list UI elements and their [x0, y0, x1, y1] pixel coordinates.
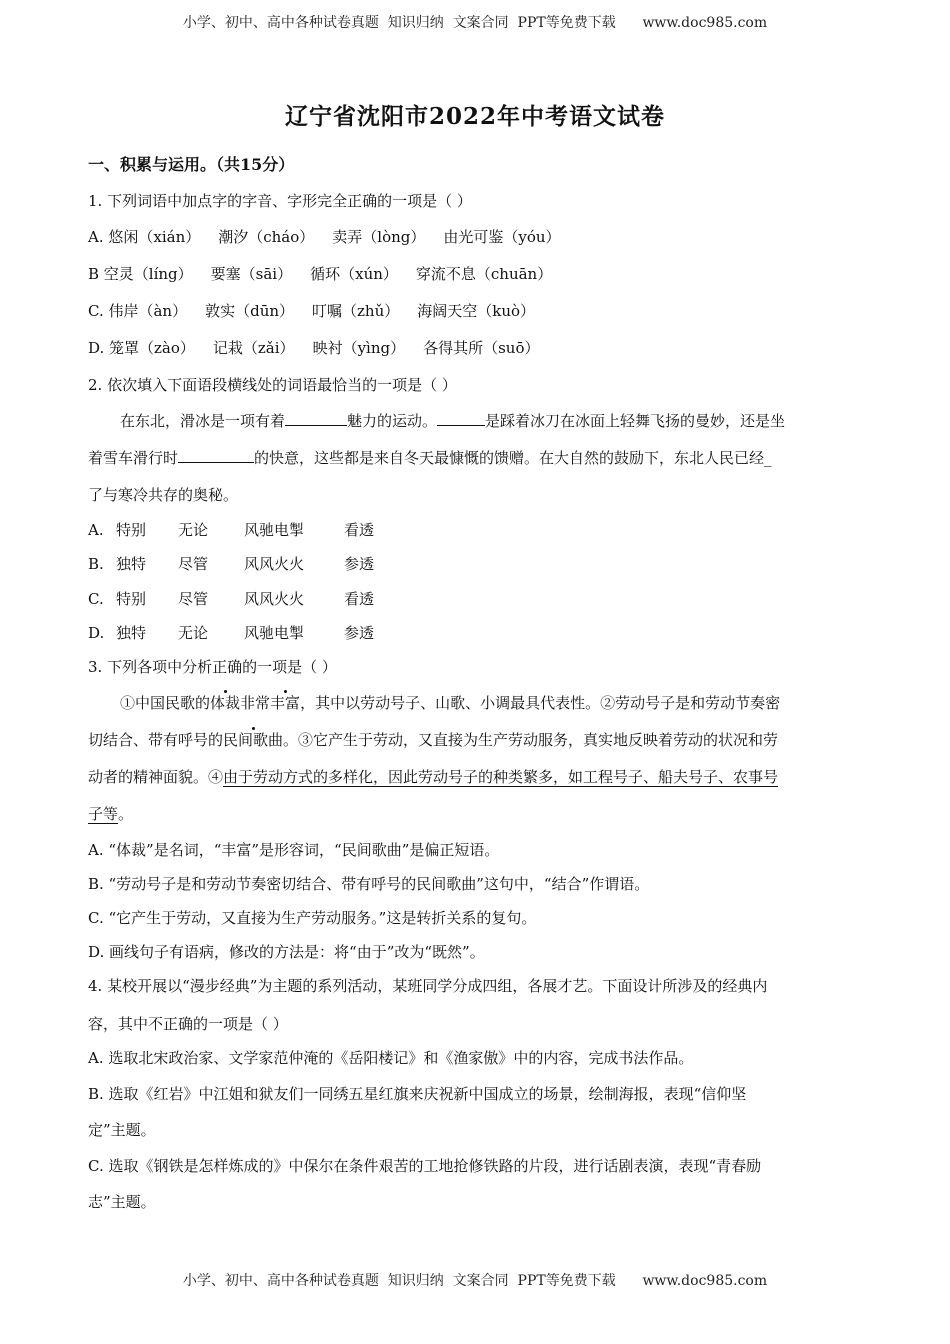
q1-a-item: 潮汐（cháo）: [218, 228, 315, 246]
q3-option-c: C. “它产生于劳动，又直接为生产劳动服务。”这是转折关系的复句。: [88, 909, 537, 927]
option-word: 尽管: [178, 555, 209, 573]
q4-option-c-line2: 志”主题。: [88, 1193, 156, 1211]
q2-passage-line1: [120, 410, 785, 431]
option-word: 参透: [344, 624, 375, 642]
q1-option-a: [88, 226, 579, 247]
q2-option-d: [88, 622, 374, 643]
q3-stem: 3. 下列各项中分析正确的一项是（ ）: [88, 658, 337, 676]
q4-stem-line1: 4. 某校开展以“漫步经典”为主题的系列活动，某班同学分成四组，各展才艺。下面设计所涉及的经典内: [88, 977, 768, 995]
q1-c-item: 海阔天空（kuò）: [417, 302, 536, 320]
option-word: 尽管: [178, 590, 209, 608]
q3-text: 。③它产生于劳动，又直接为生产劳动服务，真实地反映着劳动的状况和劳: [283, 731, 779, 749]
q2-stem: 2. 依次填入下面语段横线处的词语最恰当的一项是（ ）: [88, 376, 457, 394]
dotted-word: 丰富: [270, 694, 301, 712]
option-word: 独特: [116, 555, 147, 573]
q2-option-a: [88, 519, 374, 540]
q1-b-item: 要塞（sāi）: [210, 265, 293, 283]
q2-text: 着雪车滑行时: [88, 449, 179, 467]
q1-a-item: 卖弄（lòng）: [332, 228, 426, 246]
q3-text: ①中国民歌的: [120, 694, 211, 712]
q2-passage-line2: [88, 447, 772, 468]
blank-line: [437, 424, 485, 426]
option-word: 无论: [178, 624, 209, 642]
underlined-sentence: 由于劳动方式的多样化，因此劳动号子的种类繁多，如工程号子、船夫号子、农事号: [223, 768, 779, 786]
blank-line: [178, 461, 254, 463]
q1-option-b: [88, 263, 570, 284]
q3-passage-line2: [88, 729, 778, 750]
q1-b-item: 循环（xún）: [310, 265, 398, 283]
page-footer: 小学、初中、高中各种试卷真题 知识归纳 文案合同 PPT等免费下载 www.doc985.com: [182, 1273, 768, 1289]
q2-text: 魅力的运动。: [347, 412, 438, 430]
q1-c-item: 叮嘱（zhǔ）: [312, 302, 400, 320]
q4-option-c-line1: C. 选取《钢铁是怎样炼成的》中保尔在条件艰苦的工地抢修铁路的片段，进行话剧表演，表现“青春励: [88, 1157, 762, 1175]
option-word: 看透: [344, 590, 375, 608]
q1-d-item: 记栽（zǎi）: [212, 339, 295, 357]
q1-stem: 1. 下列词语中加点字的字音、字形完全正确的一项是（ ）: [88, 192, 472, 210]
q3-option-b: B. “劳动号子是和劳动节奏密切结合、带有呼号的民间歌曲”这句中，“结合”作谓语。: [88, 875, 650, 893]
option-word: 风驰电掣: [244, 624, 305, 642]
option-word: 无论: [178, 521, 209, 539]
q3-text: 切结合、带有呼号的: [88, 731, 224, 749]
q3-text: 动者的精神面貌。④: [88, 768, 224, 786]
q3-passage-line3: [88, 766, 778, 787]
q4-option-a: A. 选取北宋政治家、文学家范仲淹的《岳阳楼记》和《渔家傲》中的内容，完成书法作品。: [88, 1049, 694, 1067]
page-title: 辽宁省沈阳市2022年中考语文试卷: [284, 103, 665, 130]
option-word: 风风火火: [244, 590, 305, 608]
section-heading: 一、积累与运用。（共15分）: [88, 155, 295, 174]
q1-a-item: 由光可鉴（yóu）: [443, 228, 561, 246]
q1-d-item: 各得其所（suō）: [423, 339, 540, 357]
underlined-sentence: 子等: [88, 805, 119, 823]
option-word: 独特: [116, 624, 147, 642]
q1-a-item: A. 悠闲（xián）: [88, 228, 201, 246]
dotted-word: 民间歌曲: [223, 731, 284, 749]
option-letter: C.: [88, 590, 104, 608]
q1-d-item: 映衬（yìng）: [312, 339, 406, 357]
q2-option-b: [88, 553, 374, 574]
q1-option-c: [88, 300, 553, 321]
q2-text: 是踩着冰刀在冰面上轻舞飞扬的曼妙，还是坐: [485, 412, 786, 430]
q1-c-item: C. 伟岸（àn）: [88, 302, 188, 320]
option-letter: A.: [88, 521, 104, 539]
option-word: 特别: [116, 521, 147, 539]
dotted-word: 体裁: [210, 694, 241, 712]
q1-b-item: 穿流不息（chuān）: [415, 265, 553, 283]
q1-option-d: [88, 337, 558, 358]
q2-text: 在东北，滑冰是一项有着: [120, 412, 286, 430]
q3-text: ，其中以劳动号子、山歌、小调最具代表性。②劳动号子是和劳动节奏密: [300, 694, 781, 712]
page-header: 小学、初中、高中各种试卷真题 知识归纳 文案合同 PPT等免费下载 www.doc985.com: [182, 15, 768, 31]
option-word: 看透: [344, 521, 375, 539]
q3-passage-line4: [88, 803, 133, 824]
q1-d-item: D. 笼罩（zào）: [88, 339, 195, 357]
q3-text: 非常: [240, 694, 271, 712]
q3-option-d: D. 画线句子有语病，修改的方法是：将“由于”改为“既然”。: [88, 943, 485, 961]
blank-line: [285, 424, 347, 426]
q2-passage-line3: 了与寒冷共存的奥秘。: [88, 486, 239, 504]
option-word: 风风火火: [244, 555, 305, 573]
option-letter: D.: [88, 624, 105, 642]
q4-stem-line2: 容，其中不正确的一项是（ ）: [88, 1015, 288, 1033]
q2-text: 的快意，这些都是来自冬天最慷慨的馈赠。在大自然的鼓励下，东北人民已经_: [254, 449, 772, 467]
option-word: 风驰电掣: [244, 521, 305, 539]
option-word: 特别: [116, 590, 147, 608]
option-word: 参透: [344, 555, 375, 573]
q1-c-item: 敦实（dūn）: [205, 302, 295, 320]
q2-option-c: [88, 588, 374, 609]
q4-option-b-line1: B. 选取《红岩》中江姐和狱友们一同绣五星红旗来庆祝新中国成立的场景，绘制海报，表现“信仰坚: [88, 1085, 747, 1103]
q3-text: 。: [118, 805, 134, 823]
q4-option-b-line2: 定”主题。: [88, 1121, 156, 1139]
q1-b-item: B 空灵（líng）: [88, 265, 193, 283]
q3-passage-line1: [120, 692, 780, 713]
q3-option-a: A. “体裁”是名词，“丰富”是形容词，“民间歌曲”是偏正短语。: [88, 841, 500, 859]
option-letter: B.: [88, 555, 104, 573]
